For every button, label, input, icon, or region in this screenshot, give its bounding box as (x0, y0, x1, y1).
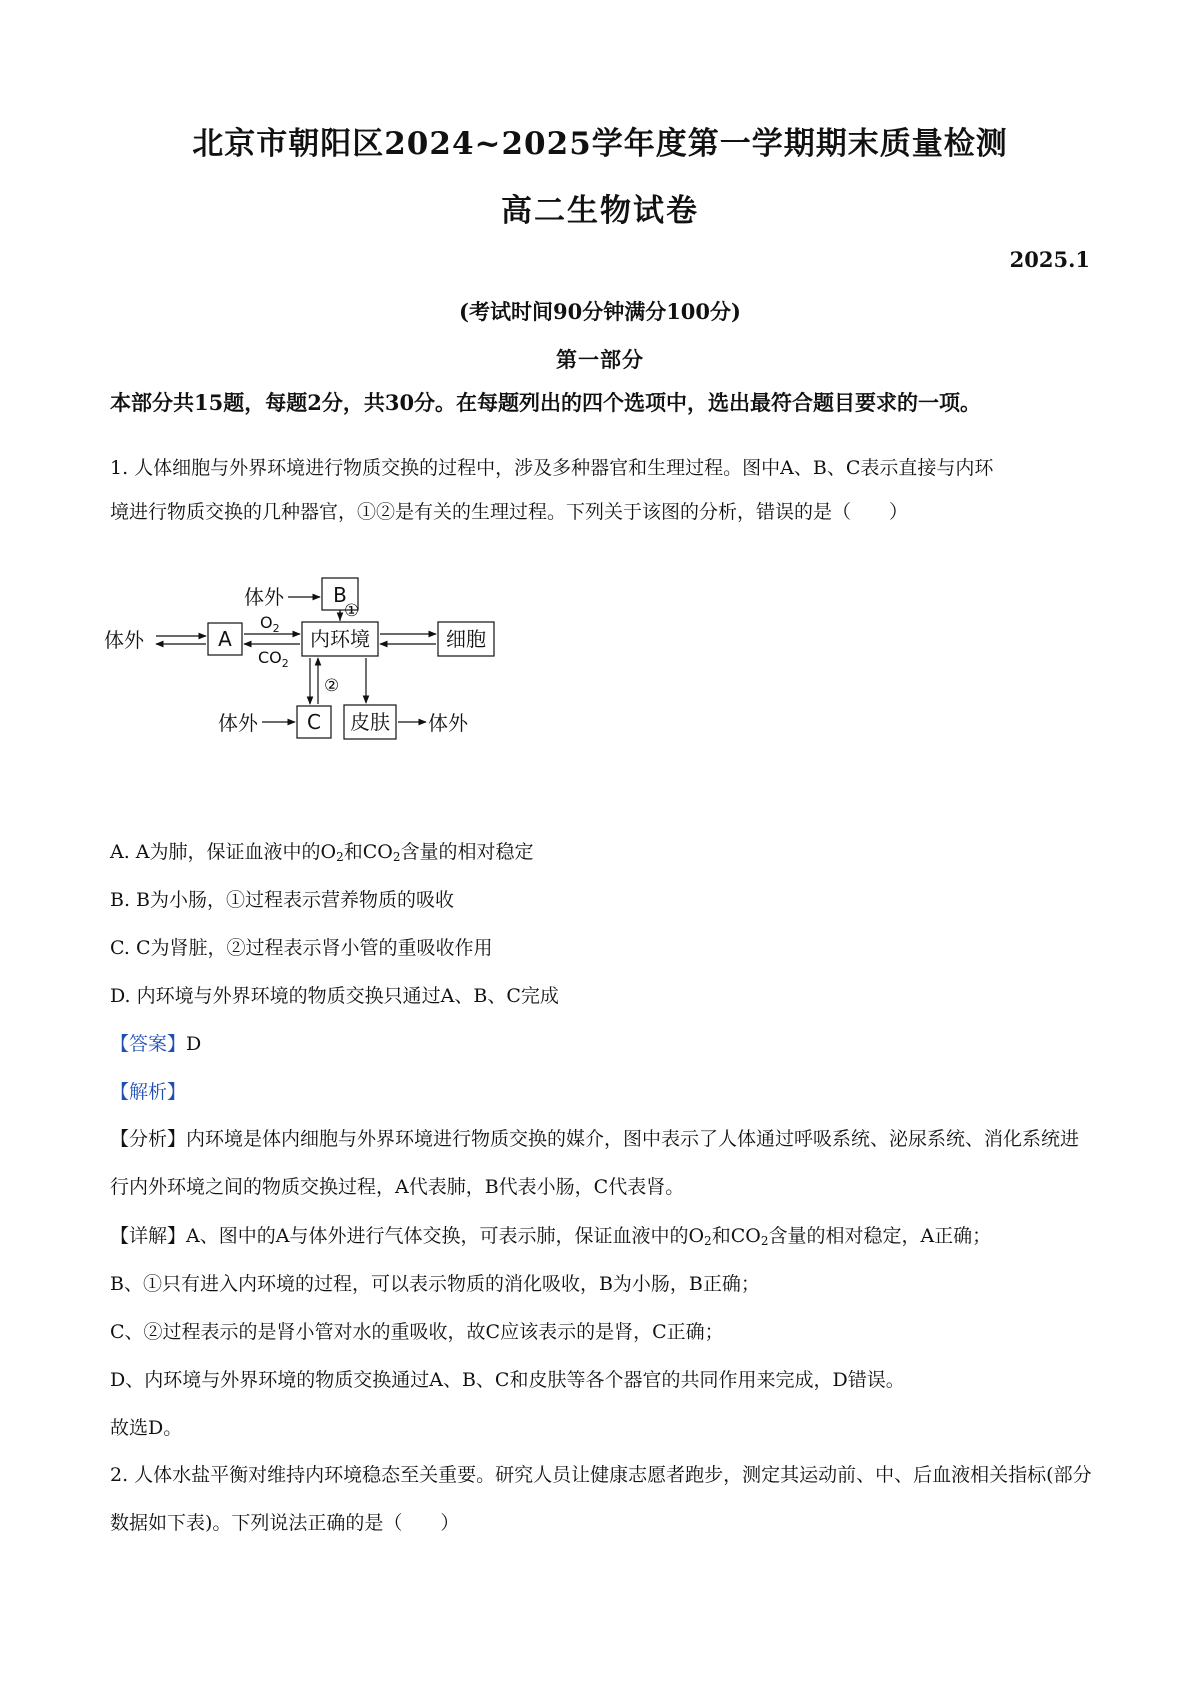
q1-conclusion: 故选D。 (110, 1417, 183, 1439)
q1-option-a: A. A为肺，保证血液中的$O_2$和$CO_2$含量的相对稳定 (110, 841, 534, 864)
page-title: 北京市朝阳区2024~2025学年度第一学期期末质量检测 (192, 126, 1008, 162)
page-subtitle: 高二生物试卷 (501, 193, 699, 229)
q1-answer (110, 1029, 1100, 1056)
q1-stem-line2: 境进行物质交换的几种器官，①②是有关的生理过程。下列关于该图的分析，错误的是（ ） (110, 501, 909, 523)
label-o2: $O_2$ (260, 613, 280, 635)
q2-stem: 2. 人体水盐平衡对维持内环境稳态至关重要。研究人员让健康志愿者跑步，测定其运动前、中、后血液相关指标(部分数据如下表)。下列说法正确的是（ ） (110, 1464, 1092, 1534)
q1-xiangjie-b: B、①只有进入内环境的过程，可以表示物质的消化吸收，B为小肠，B正确； (110, 1273, 760, 1295)
fenxi-tag: 【分析】 (110, 1128, 187, 1150)
exam-info: (考试时间90分钟满分100分) (459, 299, 741, 324)
answer-tag: 【答案】 (110, 1033, 187, 1055)
label-b: B (333, 583, 347, 607)
label-outside-top: 体外 (244, 585, 284, 609)
q1-diagram (104, 578, 530, 808)
label-process-2: ② (324, 676, 340, 696)
label-cell: 细胞 (446, 627, 486, 651)
q1-stem-line1: 1. 人体细胞与外界环境进行物质交换的过程中，涉及多种器官和生理过程。图中A、B、C表示直接与内环 (110, 457, 994, 479)
label-outside-bottom-right: 体外 (428, 711, 468, 735)
q1-xiangjie-a: 【详解】A、图中的A与体外进行气体交换，可表示肺，保证血液中的$O_2$和$CO_2$含量的相对稳定，A正确； (110, 1225, 992, 1248)
label-co2: $CO_2$ (258, 648, 289, 670)
part-heading: 第一部分 (556, 347, 644, 372)
instructions: 本部分共15题，每题2分，共30分。在每题列出的四个选项中，选出最符合题目要求的一项。 (110, 390, 982, 415)
label-a: A (218, 627, 232, 651)
exam-date: 2025.1 (1009, 247, 1090, 272)
label-process-1: ① (344, 601, 360, 621)
q1-xiangjie-d: D、内环境与外界环境的物质交换通过A、B、C和皮肤等各个器官的共同作用来完成，D错误。 (110, 1369, 905, 1391)
label-c: C (307, 710, 321, 734)
answer-value: D (186, 1033, 202, 1055)
label-outside-bottom-left: 体外 (218, 711, 258, 735)
fenxi-text: 内环境是体内细胞与外界环境进行物质交换的媒介，图中表示了人体通过呼吸系统、泌尿系统、消化系统进行内外环境之间的物质交换过程，A代表肺，B代表小肠，C代表肾。 (110, 1128, 1080, 1198)
q1-xiangjie-c: C、②过程表示的是肾小管对水的重吸收，故C应该表示的是肾，C正确； (110, 1321, 724, 1343)
label-outside-left: 体外 (104, 628, 144, 652)
label-skin: 皮肤 (350, 710, 390, 734)
q1-option-b: B. B为小肠，①过程表示营养物质的吸收 (110, 889, 455, 911)
label-internal-env: 内环境 (310, 627, 370, 651)
q1-analysis-tag: 【解析】 (110, 1081, 187, 1103)
q1-fenxi (110, 1115, 1095, 1211)
q1-option-c: C. C为肾脏，②过程表示肾小管的重吸收作用 (110, 937, 493, 959)
q1-option-d: D. 内环境与外界环境的物质交换只通过A、B、C完成 (110, 985, 559, 1007)
